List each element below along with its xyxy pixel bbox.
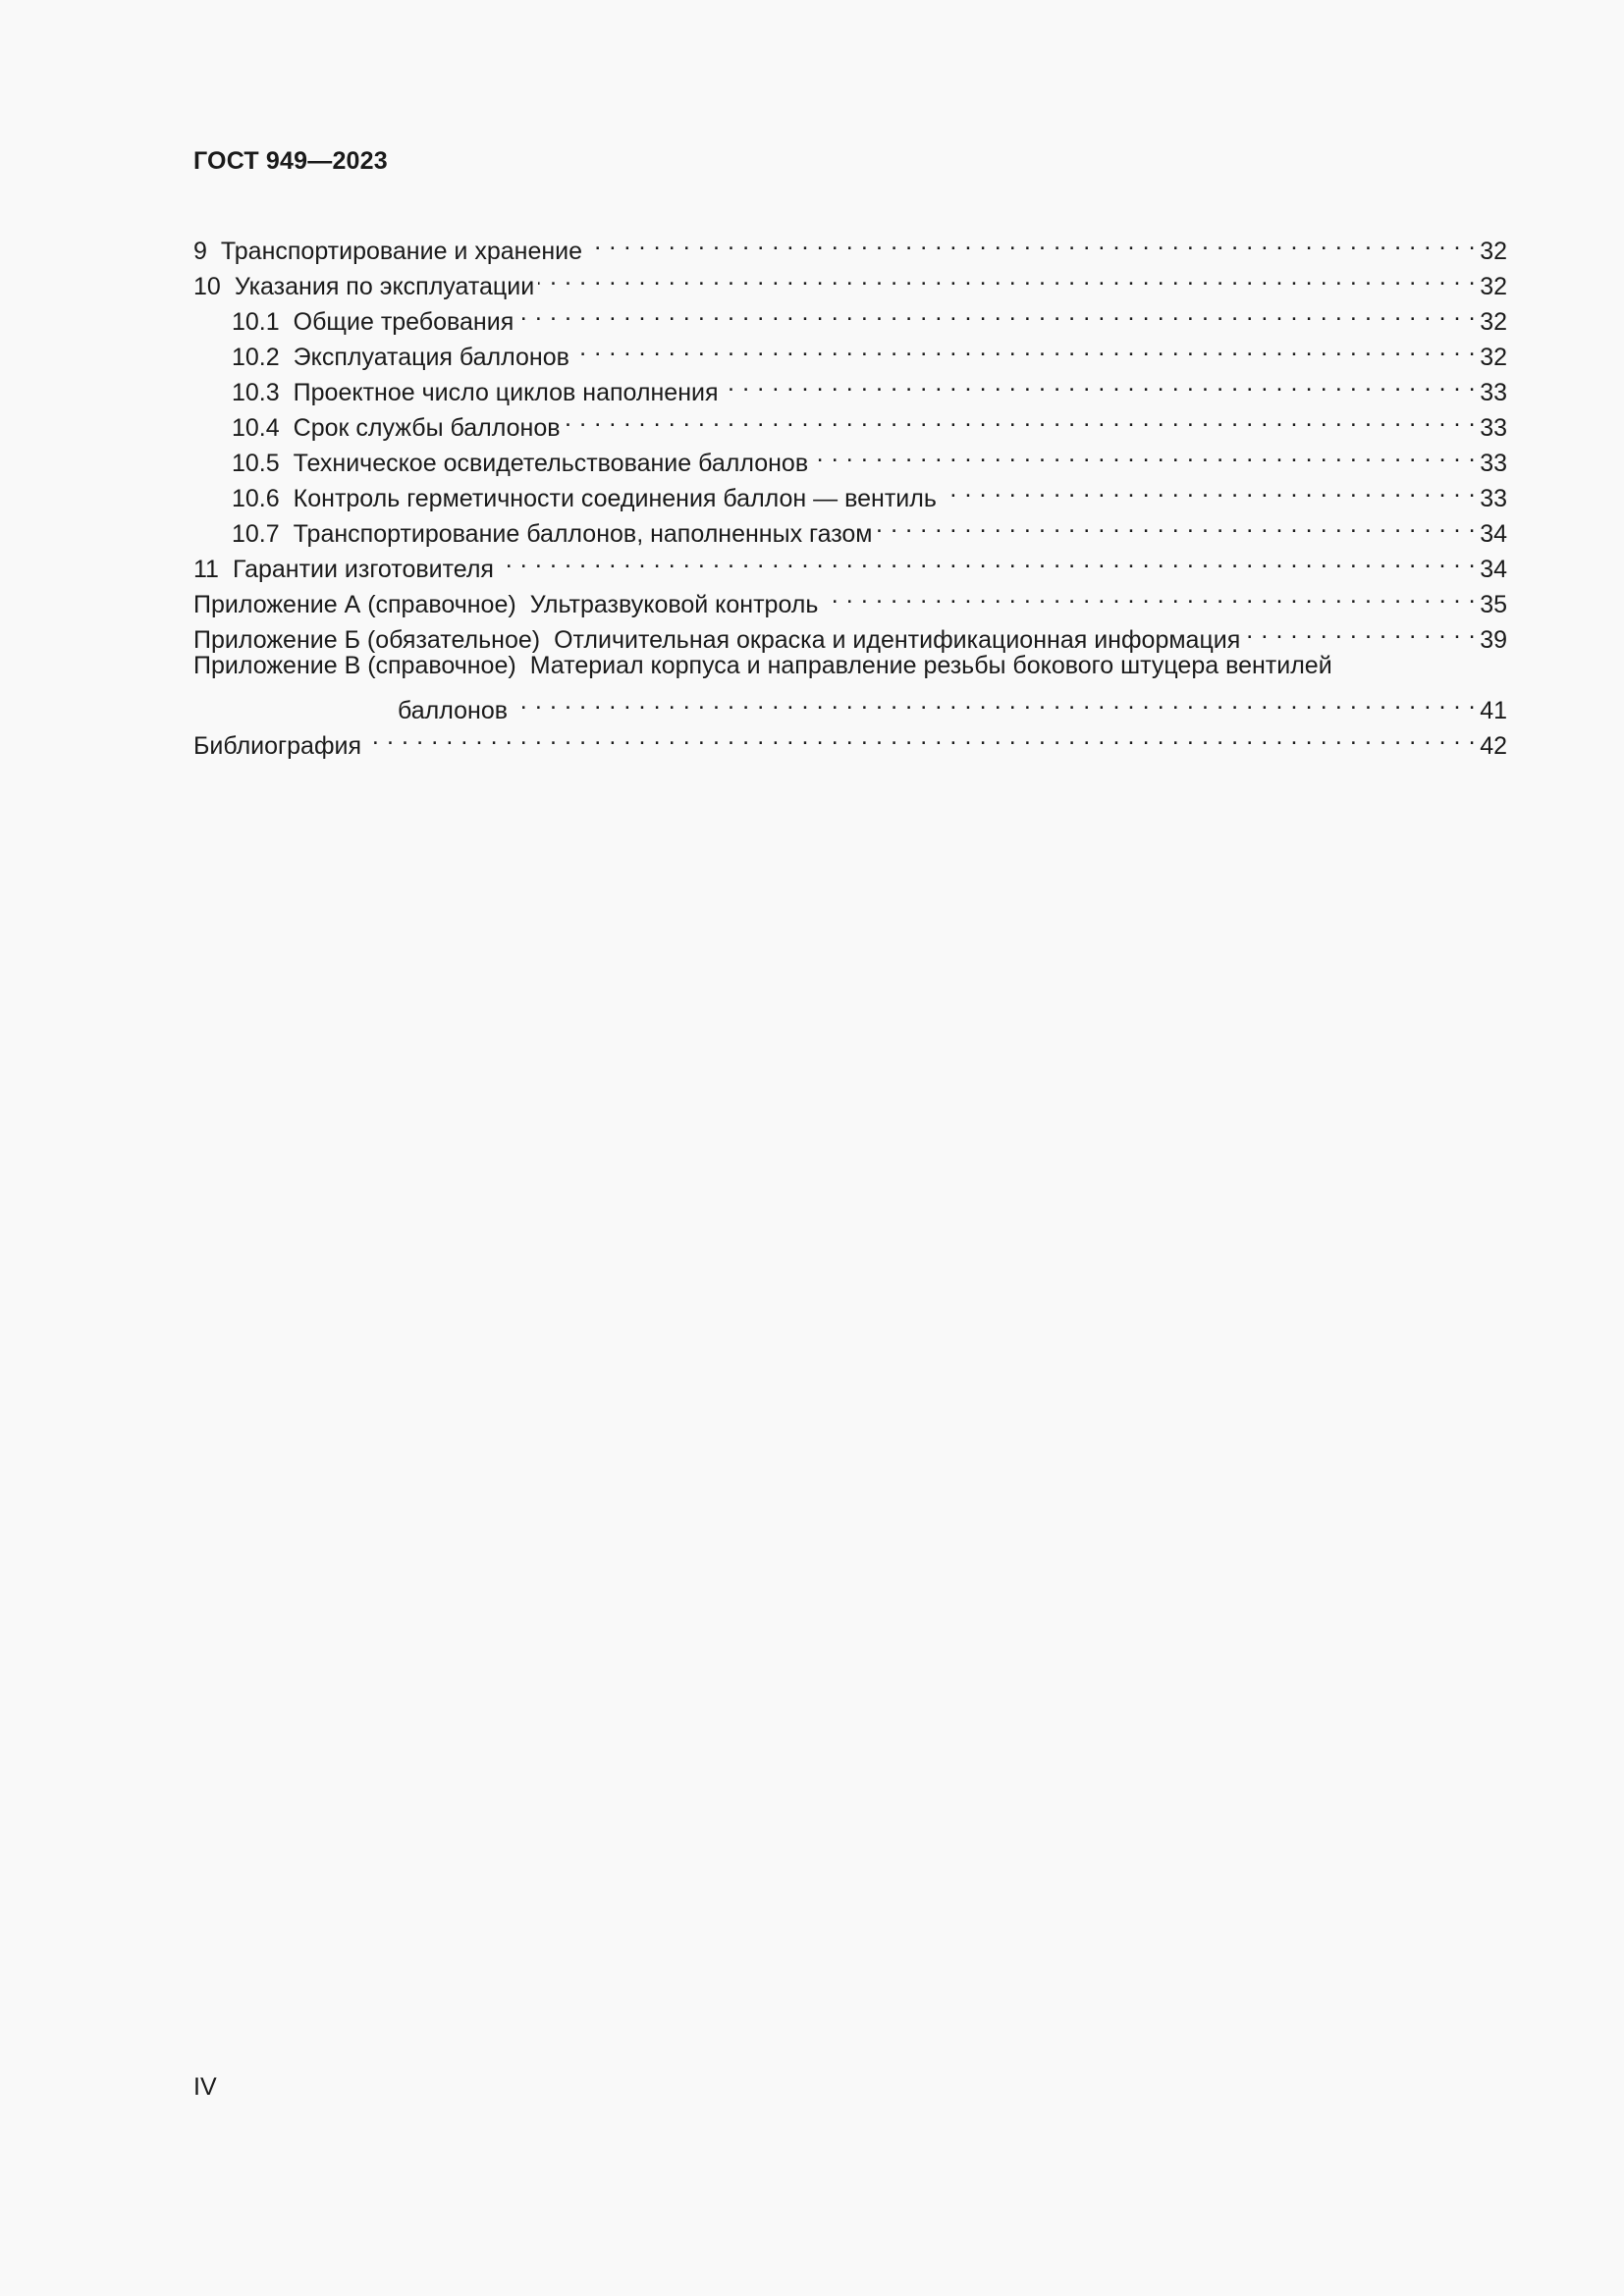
toc-leader-dots: [498, 542, 1476, 577]
toc-entry-page: 39: [1480, 626, 1507, 654]
toc-entry-page: 32: [1480, 308, 1507, 336]
toc-entry-title: Ультразвуковой контроль: [529, 591, 819, 618]
toc-entry-number: 10.3: [232, 379, 280, 406]
toc-entry-page: 42: [1480, 732, 1507, 760]
toc-leader-dots: [538, 259, 1476, 294]
toc-appendix-label: Приложение В (справочное): [193, 652, 516, 679]
toc-entry-number: 10.5: [232, 450, 280, 477]
toc-entry[interactable]: [193, 224, 1507, 265]
toc-leader-dots: [812, 436, 1476, 471]
toc-entry-number: 10: [193, 273, 221, 300]
toc-entry-title: Библиография: [193, 732, 362, 760]
toc-entry-title: Контроль герметичности соединения баллон — вентиль: [293, 485, 937, 512]
toc-leader-dots: [517, 294, 1476, 330]
toc-entry-title: Транспортирование и хранение: [220, 238, 583, 265]
toc-entry-page: 32: [1480, 238, 1507, 265]
toc-appendix-label: Приложение Б (обязательное): [193, 626, 541, 654]
toc-entry-number: 10.7: [232, 520, 280, 548]
toc-entry-page: 32: [1480, 273, 1507, 300]
toc-entry-title: Гарантии изготовителя: [232, 556, 494, 583]
toc-leader-dots: [512, 683, 1476, 719]
toc-entry-title-continuation: баллонов: [398, 697, 508, 724]
toc-entry-title: Материал корпуса и направление резьбы бокового штуцера вентилей: [529, 652, 1332, 679]
toc-entry-title: Срок службы баллонов: [293, 414, 561, 442]
toc-leader-dots: [586, 224, 1476, 259]
table-of-contents: [193, 224, 1507, 760]
toc-leader-dots: [941, 471, 1476, 507]
toc-leader-dots: [876, 507, 1476, 542]
toc-appendix-entry[interactable]: [193, 648, 1507, 683]
toc-entry-page: 33: [1480, 379, 1507, 406]
toc-entry-title: Техническое освидетельствование баллонов: [293, 450, 809, 477]
toc-entry-number: 11: [193, 556, 219, 583]
toc-entry-title: Транспортирование баллонов, наполненных газом: [293, 520, 873, 548]
toc-entry-number: 10.2: [232, 344, 280, 371]
document-header: ГОСТ 949—2023: [193, 147, 388, 175]
toc-entry-page: 34: [1480, 556, 1507, 583]
toc-entry-bibliography[interactable]: [193, 719, 1507, 760]
toc-entry-title: Проектное число циклов наполнения: [293, 379, 719, 406]
toc-leader-dots: [1244, 613, 1476, 648]
toc-entry-page: 33: [1480, 450, 1507, 477]
toc-entry-page: 34: [1480, 520, 1507, 548]
toc-entry-number: 9: [193, 238, 207, 265]
toc-leader-dots: [573, 330, 1476, 365]
toc-leader-dots: [822, 577, 1476, 613]
toc-appendix-label: Приложение А (справочное): [193, 591, 516, 618]
toc-appendix-entry-continuation[interactable]: [193, 683, 1507, 724]
page-number: IV: [193, 2073, 217, 2101]
toc-entry-title: Эксплуатация баллонов: [293, 344, 569, 371]
toc-entry-page: 35: [1480, 591, 1507, 618]
toc-entry-number: 10.4: [232, 414, 280, 442]
toc-entry-page: 32: [1480, 344, 1507, 371]
toc-leader-dots: [723, 365, 1477, 400]
toc-entry-number: 10.6: [232, 485, 280, 512]
toc-entry-title: Указания по эксплуатации: [234, 273, 535, 300]
toc-leader-dots: [565, 400, 1477, 436]
toc-entry-page: 33: [1480, 485, 1507, 512]
toc-entry-number: 10.1: [232, 308, 280, 336]
toc-entry-title: Отличительная окраска и идентификационная информация: [554, 626, 1241, 654]
toc-leader-dots: [365, 719, 1476, 754]
toc-entry-page: 33: [1480, 414, 1507, 442]
toc-entry-title: Общие требования: [293, 308, 514, 336]
toc-entry-page: 41: [1480, 697, 1507, 724]
